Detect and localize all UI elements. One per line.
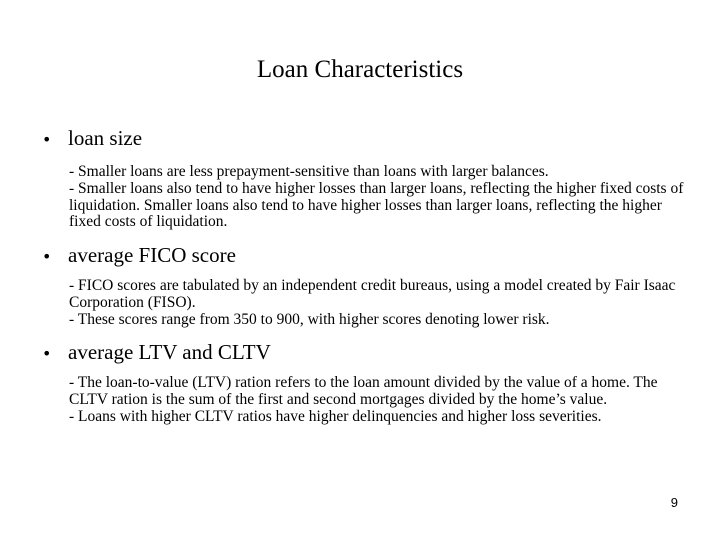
detail-line: - Smaller loans are less prepayment-sensitive than loans with larger balances. (69, 163, 549, 180)
detail-line: - Loans with higher CLTV ratios have higher delinquencies and higher loss severities. (69, 407, 602, 425)
fico-score-details (69, 278, 689, 328)
detail-line: - FICO scores are tabulated by an independent credit bureaus, using a model created by Fair Isaac Corporation (FISO). (69, 277, 676, 311)
page-number: 9 (670, 495, 678, 510)
bullet-fico-score (42, 243, 236, 269)
ltv-cltv-details (69, 375, 689, 425)
bullet-dot-icon: • (42, 247, 52, 266)
detail-line: - Smaller loans also tend to have higher losses than larger loans, reflecting the higher fixed costs of liquidation. Smaller loans also tend to have higher losses than larger loans, reflecting the higher fixed costs of liquidation. (69, 179, 684, 231)
bullet-heading: average LTV and CLTV (68, 340, 271, 364)
loan-size-details (69, 164, 689, 231)
bullet-dot-icon: • (42, 344, 52, 363)
slide-title: Loan Characteristics (256, 56, 464, 83)
bullet-dot-icon: • (42, 130, 52, 149)
detail-line: - The loan-to-value (LTV) ration refers to the loan amount divided by the value of a home. The CLTV ration is the sum of the first and second mortgages divided by the home’s value. (69, 374, 658, 408)
bullet-loan-size (42, 126, 142, 152)
bullet-ltv-cltv (42, 340, 271, 366)
detail-line: - These scores range from 350 to 900, with higher scores denoting lower risk. (69, 310, 550, 328)
bullet-heading: average FICO score (68, 243, 236, 267)
bullet-heading: loan size (68, 126, 143, 150)
